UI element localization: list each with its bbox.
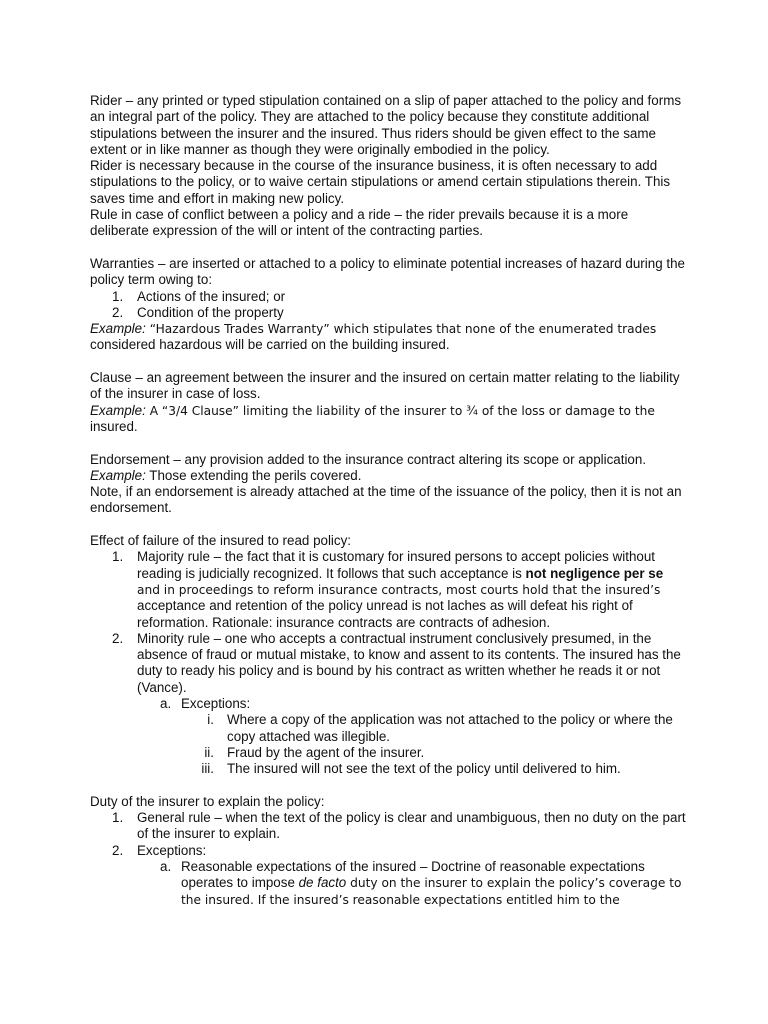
list-number: 2. bbox=[112, 630, 124, 646]
list-item-text: Actions of the insured; or bbox=[137, 288, 286, 304]
list-item bbox=[90, 843, 686, 859]
section-heading: Duty of the insurer to explain the policy: bbox=[90, 793, 325, 809]
majority-rule-text-cont: and in proceedings to reform insurance contracts, most courts hold that the insured’s bbox=[137, 582, 661, 597]
clause-example bbox=[90, 403, 686, 436]
list-number: 1. bbox=[112, 288, 124, 304]
exceptions-label: Exceptions: bbox=[181, 695, 251, 711]
roman-list-item bbox=[90, 745, 686, 761]
exceptions-label: Exceptions: bbox=[137, 842, 207, 858]
warranties-example bbox=[90, 321, 686, 354]
list-item bbox=[90, 810, 686, 843]
italic-phrase: de facto bbox=[298, 875, 347, 891]
document-page bbox=[90, 93, 686, 908]
general-rule-text: General rule – when the text of the policy is clear and unambiguous, then no duty on the part of the insurer to explain. bbox=[137, 810, 686, 842]
example-text: A “3/4 Clause” limiting the liability of the insurer to ¾ of the loss or damage to the bbox=[145, 403, 655, 418]
roman-numeral: iii. bbox=[201, 761, 214, 777]
list-item bbox=[90, 549, 686, 630]
reasonable-expectations-text-cont: duty on the insurer to explain the policy’s coverage to the insured. If the insured’s reasonable expectations entitled him to the bbox=[181, 876, 682, 907]
example-label: Example: bbox=[90, 402, 146, 418]
list-item-text: Condition of the property bbox=[137, 304, 284, 320]
majority-rule-rationale: acceptance and retention of the policy unread is not laches as will defeat his right of reformation. Rationale: insurance contracts are contracts of adhesion. bbox=[137, 598, 633, 630]
minority-rule-text: Minority rule – one who accepts a contractual instrument conclusively presumed, in the absence of fraud or mutual mistake, to know and assent to its contents. The insured has the duty to ready his policy and is bound by his contract as written whether he reads it or not (Vance). bbox=[137, 630, 681, 695]
warranties-definition: Warranties – are inserted or attached to a policy to eliminate potential increases of hazard during the policy term owing to: bbox=[90, 255, 685, 288]
list-item bbox=[90, 305, 686, 321]
list-item bbox=[90, 289, 686, 305]
sub-list-item bbox=[90, 696, 686, 712]
rider-necessity: Rider is necessary because in the course of the insurance business, it is often necessary to add stipulations to the policy, or to waive certain stipulations or amend certain stipulations therein. This saves time and effort in making new policy. bbox=[90, 158, 671, 206]
exception-text: Fraud by the agent of the insurer. bbox=[227, 744, 425, 760]
endorsement-definition: Endorsement – any provision added to the insurance contract altering its scope or application. bbox=[90, 451, 647, 467]
example-text: “Hazardous Trades Warranty” which stipulates that none of the enumerated trades bbox=[145, 322, 657, 337]
list-number: 2. bbox=[112, 304, 124, 320]
sub-list-item bbox=[90, 859, 686, 908]
rider-conflict-rule: Rule in case of conflict between a policy and a ride – the rider prevails because it is a more deliberate expression of the will or intent of the contracting parties. bbox=[90, 207, 629, 239]
example-label: Example: bbox=[90, 467, 146, 483]
list-number: 1. bbox=[112, 549, 124, 565]
majority-rule-text: Majority rule – the fact that it is customary for insured persons to accept policies without reading is judicially recognized. It follows that such acceptance is bbox=[137, 549, 656, 581]
roman-numeral: ii. bbox=[204, 744, 214, 760]
exception-text: Where a copy of the application was not attached to the policy or where the copy attached was illegible. bbox=[227, 712, 673, 744]
rider-definition: Rider – any printed or typed stipulation contained on a slip of paper attached to the policy and forms an integral part of the policy. They are attached to the policy because they constitute additional stipulations between the insurer and the insured. Thus riders should be given effect to the same extent or in like manner as though they were originally embodied in the policy. bbox=[90, 93, 682, 157]
list-number: 2. bbox=[112, 842, 124, 858]
example-text-cont: considered hazardous will be carried on the building insured. bbox=[90, 337, 450, 353]
example-text: Those extending the perils covered. bbox=[145, 467, 362, 483]
endorsement-example bbox=[90, 468, 686, 484]
clause-definition: Clause – an agreement between the insurer and the insured on certain matter relating to the liability of the insurer in case of loss. bbox=[90, 370, 680, 402]
list-number: 1. bbox=[112, 810, 124, 826]
section-heading: Effect of failure of the insured to read policy: bbox=[90, 533, 352, 549]
list-item bbox=[90, 631, 686, 696]
roman-numeral: i. bbox=[207, 712, 214, 728]
exception-text: The insured will not see the text of the policy until delivered to him. bbox=[227, 761, 621, 777]
bold-phrase: not negligence per se bbox=[525, 565, 664, 581]
roman-list-item bbox=[90, 761, 686, 777]
example-text-cont: insured. bbox=[90, 418, 138, 434]
list-letter: a. bbox=[160, 858, 172, 874]
endorsement-note: Note, if an endorsement is already attached at the time of the issuance of the policy, then it is not an endorsement. bbox=[90, 484, 682, 516]
roman-list-item bbox=[90, 712, 686, 745]
example-label: Example: bbox=[90, 321, 146, 337]
reasonable-expectations-text: Reasonable expectations of the insured – Doctrine of reasonable expectations operates to impose bbox=[181, 858, 645, 891]
list-letter: a. bbox=[160, 695, 172, 711]
